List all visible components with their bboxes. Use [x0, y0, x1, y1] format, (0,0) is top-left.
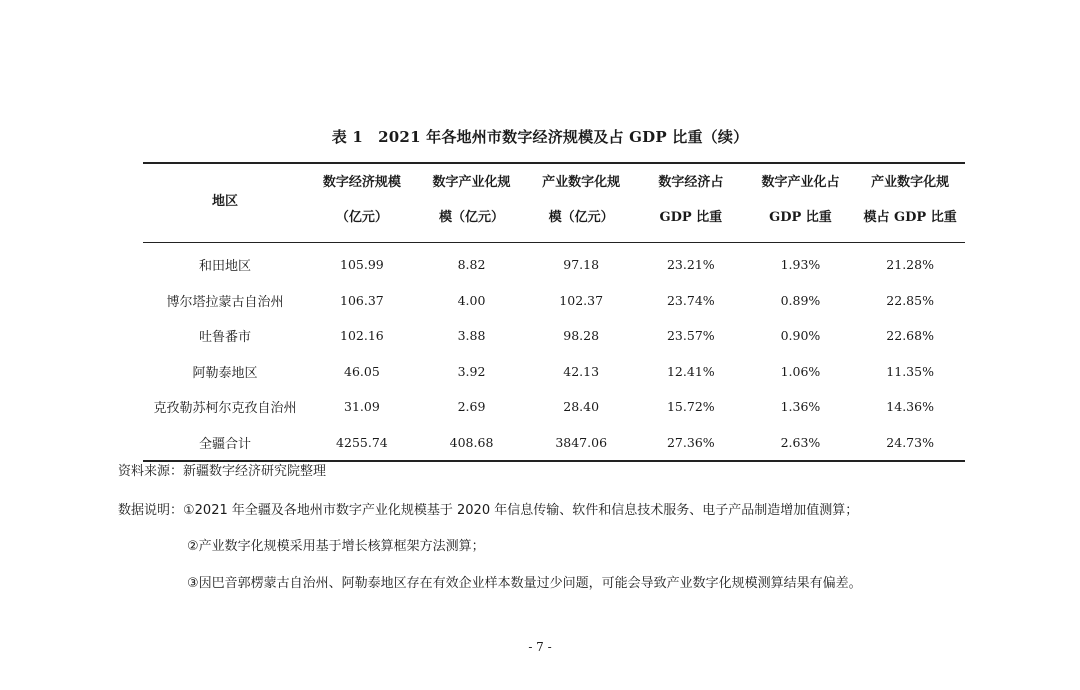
header-digital-industrialization-gdp-share	[746, 163, 856, 243]
cell-region: 吐鲁番市	[199, 330, 252, 346]
header-line2: 模（亿元）	[548, 210, 614, 225]
header-region-label: 地区	[212, 194, 239, 209]
page-number: - 7 -	[528, 640, 552, 654]
cell-value: 24.73%	[886, 434, 934, 450]
cell-value: 22.85%	[886, 292, 934, 308]
cell-value: 0.90%	[780, 328, 821, 344]
cell-value: 97.18	[563, 257, 600, 273]
header-digital-economy-gdp-share	[636, 163, 746, 243]
cell-value: 23.74%	[666, 292, 715, 308]
table-row-total	[143, 425, 965, 462]
data-note-3: ③因巴音郭楞蒙古自治州、阿勒泰地区存在有效企业样本数量过少问题，可能会导致产业数字化规模测算结果有偏差。	[187, 576, 862, 591]
header-line2: GDP 比重	[659, 210, 723, 225]
cell-value: 98.28	[563, 328, 600, 344]
header-line2: 模（亿元）	[439, 210, 505, 225]
data-source: 资料来源：新疆数字经济研究院整理	[118, 464, 327, 479]
cell-value: 4255.74	[336, 434, 388, 450]
cell-value: 28.40	[563, 399, 600, 415]
data-note-1: 数据说明：①2021 年全疆及各地州市数字产业化规模基于 2020 年信息传输、软件和信息技术服务、电子产品制造增加值测算；	[118, 503, 859, 518]
header-line2: （亿元）	[335, 210, 388, 225]
cell-value: 2.63%	[780, 434, 821, 450]
header-digital-economy-scale	[307, 163, 417, 243]
table-row	[143, 354, 965, 390]
cell-value: 31.09	[344, 399, 380, 415]
cell-value: 23.57%	[666, 328, 715, 344]
cell-value: 408.68	[449, 434, 494, 450]
header-line2: 模占 GDP 比重	[863, 210, 957, 225]
cell-region: 和田地区	[199, 259, 252, 275]
header-line1: 数字产业化规	[432, 175, 511, 190]
cell-value: 1.93%	[780, 257, 821, 273]
cell-value: 8.82	[457, 257, 486, 273]
table-row	[143, 283, 965, 319]
header-line2: GDP 比重	[769, 210, 832, 225]
cell-value: 21.28%	[886, 257, 934, 273]
table-title: 表 1 2021 年各地州市数字经济规模及占 GDP 比重（续）	[331, 128, 749, 146]
cell-value: 11.35%	[886, 363, 934, 379]
cell-value: 12.41%	[666, 363, 715, 379]
header-line1: 产业数字化规	[542, 175, 621, 190]
cell-value: 4.00	[457, 292, 486, 308]
table-row	[143, 389, 965, 425]
cell-region: 阿勒泰地区	[192, 365, 258, 381]
cell-value: 102.16	[340, 328, 384, 344]
cell-value: 27.36%	[666, 434, 715, 450]
table-row	[143, 243, 965, 283]
cell-value: 3.88	[457, 328, 486, 344]
header-industrial-digitalization-gdp-share	[855, 163, 965, 243]
cell-value: 2.69	[457, 399, 486, 415]
cell-value: 22.68%	[886, 328, 934, 344]
cell-value: 23.21%	[666, 257, 715, 273]
header-industrial-digitalization-scale	[526, 163, 636, 243]
cell-value: 3.92	[457, 363, 486, 379]
cell-value: 106.37	[340, 292, 384, 308]
header-line1: 数字经济占	[658, 175, 724, 190]
table-header-row	[143, 163, 965, 243]
cell-region: 全疆合计	[199, 436, 252, 452]
cell-value: 15.72%	[666, 399, 715, 415]
cell-region: 克孜勒苏柯尔克孜自治州	[153, 401, 297, 417]
header-line1: 数字经济规模	[322, 175, 401, 190]
header-line1: 数字产业化占	[761, 175, 840, 190]
cell-value: 42.13	[563, 363, 600, 379]
data-note-2: ②产业数字化规模采用基于增长核算框架方法测算；	[187, 539, 485, 554]
cell-value: 1.06%	[780, 363, 821, 379]
header-digital-industrialization-scale	[417, 163, 527, 243]
cell-value: 0.89%	[780, 292, 821, 308]
cell-value: 14.36%	[886, 399, 934, 415]
cell-region: 博尔塔拉蒙古自治州	[166, 294, 284, 310]
cell-value: 1.36%	[780, 399, 821, 415]
cell-value: 3847.06	[555, 434, 608, 450]
cell-value: 46.05	[344, 363, 380, 379]
header-line1: 产业数字化规	[871, 175, 950, 190]
table-row	[143, 318, 965, 354]
header-region	[143, 163, 307, 243]
gdp-table	[143, 162, 965, 462]
cell-value: 102.37	[559, 292, 604, 308]
cell-value: 105.99	[340, 257, 384, 273]
